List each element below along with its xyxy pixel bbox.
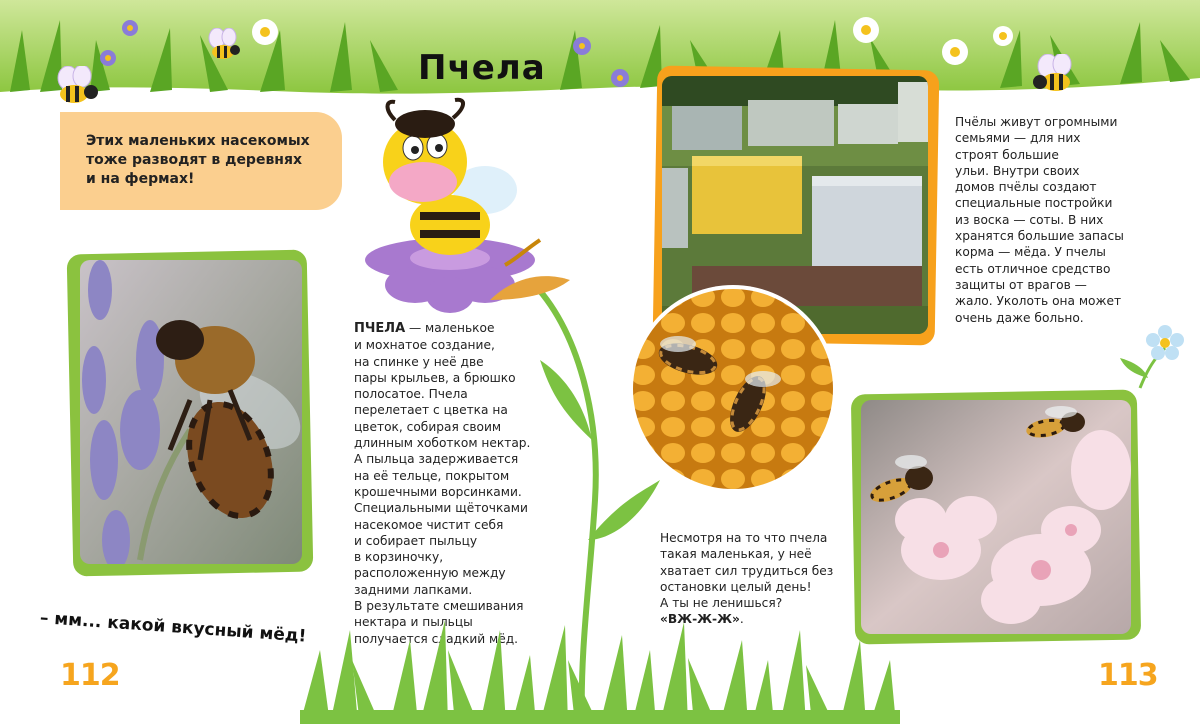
hive-description-text	[955, 114, 1140, 326]
main-text-line: в корзиночку,	[354, 550, 444, 565]
bottom-text-line: А ты не ленишься?	[660, 596, 783, 611]
cartoon-bee-icon	[205, 28, 245, 64]
page-number-right: 113	[1098, 658, 1158, 693]
main-text-line: цветок, собирая своим	[354, 419, 502, 434]
bee-on-lavender-photo	[80, 260, 302, 564]
main-description-text	[354, 320, 544, 647]
page-number-left: 112	[60, 658, 120, 693]
main-text-line: — маленькое	[405, 321, 495, 335]
tasty-honey-exclamation: – мм... какой вкусный мёд!	[39, 608, 307, 647]
callout-line: и на фермах!	[86, 171, 195, 187]
right-text-line: строят большие	[955, 147, 1059, 162]
main-text-line: на её тельце, покрытом	[354, 468, 510, 483]
main-text-line: Специальными щёточками	[354, 501, 528, 516]
main-text-line: А пыльца задерживается	[354, 452, 519, 467]
bee-buzz-period: .	[739, 612, 744, 627]
right-text-line: семьями — для них	[955, 131, 1081, 146]
bee-buzz-text: «ВЖ-Ж-Ж»	[660, 612, 740, 627]
right-text-line: корма — мёда. У пчелы	[955, 245, 1106, 260]
right-text-line: жало. Уколоть она может	[955, 294, 1122, 309]
cartoon-bee-icon	[50, 66, 102, 110]
right-text-line: защиты от врагов —	[955, 277, 1087, 292]
main-text-line: расположенную между	[354, 566, 506, 581]
main-text-line: и мохнатое создание,	[354, 338, 495, 353]
callout-line: Этих маленьких насекомых	[86, 133, 310, 149]
main-text-line: перелетает с цветка на	[354, 403, 508, 418]
bottom-text-line: такая маленькая, у неё	[660, 547, 812, 562]
right-text-line: домов пчёлы создают	[955, 180, 1097, 195]
right-text-line: ульи. Внутри своих	[955, 163, 1080, 178]
main-text-line: получается сладкий мёд.	[354, 631, 519, 646]
bottom-text-line: Несмотря на то что пчела	[660, 531, 828, 545]
bees-on-blossoms-photo	[861, 400, 1131, 634]
main-text-line: насекомое чистит себя	[354, 517, 504, 532]
blue-flower-icon	[1120, 318, 1190, 390]
right-text-line: Пчёлы живут огромными	[955, 115, 1118, 129]
right-text-line: специальные постройки	[955, 196, 1113, 211]
main-text-line: и собирает пыльцу	[354, 533, 478, 548]
main-text-line: задними лапками.	[354, 582, 473, 597]
main-text-line: на спинке у неё две	[354, 354, 484, 369]
main-text-line: полосатое. Пчела	[354, 387, 468, 402]
page-title: Пчела	[418, 48, 546, 88]
right-text-line: хранятся большие запасы	[955, 229, 1124, 244]
right-text-line: есть отличное средство	[955, 261, 1111, 276]
cartoon-bee-icon	[1030, 54, 1080, 98]
top-grass-decoration	[0, 0, 1200, 110]
honeycomb-photo	[628, 284, 838, 494]
bottom-text-line: хватает сил трудиться без	[660, 563, 834, 578]
right-text-line: очень даже больно.	[955, 310, 1084, 325]
main-text-line: крошечными ворсинками.	[354, 484, 522, 499]
main-text-lead-word: ПЧЕЛА	[354, 321, 406, 336]
callout-text	[86, 132, 336, 189]
main-text-line: В результате смешивания	[354, 599, 524, 614]
bottom-text-line: остановки целый день!	[660, 579, 812, 594]
main-text-line: нектара и пыльцы	[354, 615, 473, 630]
callout-line: тоже разводят в деревнях	[86, 152, 303, 168]
main-text-line: длинным хоботком нектар.	[354, 436, 531, 451]
main-text-line: пары крыльев, а брюшко	[354, 370, 516, 385]
right-text-line: из воска — соты. В них	[955, 212, 1104, 227]
